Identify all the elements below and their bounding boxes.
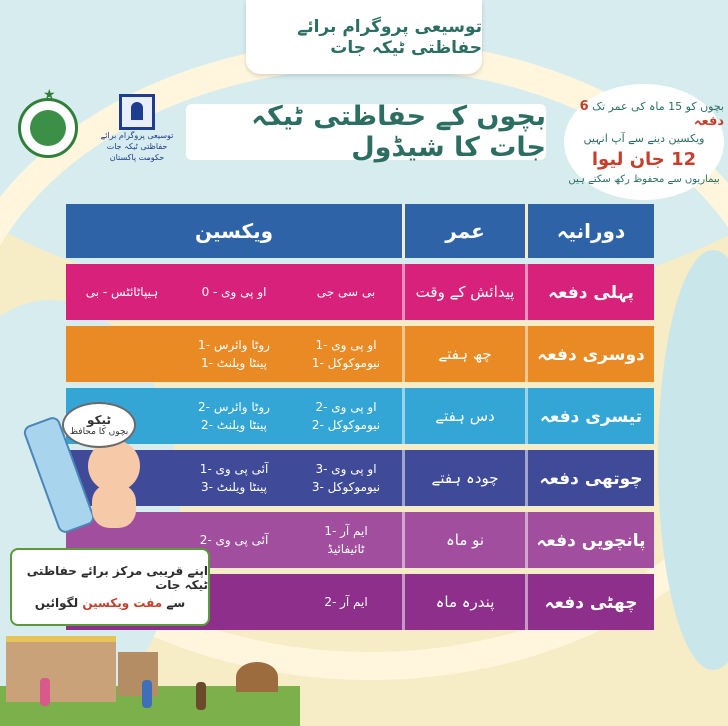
vaccine-group [178,450,290,506]
vaccine-name: نیوموکوکل -1 [311,356,381,370]
period-cell: دوسری دفعہ [537,344,645,365]
vaccine-group [290,388,402,444]
header-period: دورانیہ [556,219,626,243]
call-to-action-card [10,548,210,626]
side-note-line2: ویکسین دینے سے آپ انہیں [583,132,705,145]
program-title: توسیعی پروگرام برائے حفاظتی ٹیکہ جات [297,17,482,58]
age-cell: دس ہفتے [405,388,528,444]
vaccine-name: روٹا وائرس -1 [198,338,270,352]
baby-body-icon [92,484,136,528]
health-center-building-icon [6,636,116,702]
vaccine-name: ہیپاٹائٹس - بی [85,285,159,299]
side-note-line3: 12 جان لیوا [591,149,697,170]
age-cell: چودہ ہفتے [405,450,528,506]
table-row [66,388,654,444]
table-header [66,204,654,258]
bubble-subtitle: بچوں کا محافظ [69,427,129,437]
cta-line2: سے مفت ویکسین لگوائیں [34,596,186,610]
epi-logo [98,94,176,162]
header-age: عمر [405,204,528,258]
vaccine-name: آئی پی وی -1 [199,462,269,476]
vaccine-name: پینٹا ویلنٹ -2 [201,418,267,432]
period-cell: تیسری دفعہ [539,406,643,427]
age-cell: پندرہ ماہ [405,574,528,630]
vaccine-name: او پی وی - 0 [201,285,267,299]
vaccine-group [290,450,402,506]
side-note-line4: بیماریوں سے محفوظ رکھ سکتے ہیں [568,174,720,185]
person-icon [142,680,152,708]
table-row [66,450,654,506]
schedule-title: بچوں کے حفاظتی ٹیکہ جات کا شیڈول [251,101,546,163]
side-note-highlight: 6 دفعہ [579,99,724,129]
hut-icon [236,662,278,692]
vaccine-name: پینٹا ویلنٹ -3 [201,480,267,494]
age-cell: چھ ہفتے [405,326,528,382]
period-cell: چھٹی دفعہ [544,592,638,613]
vaccine-name: او پی وی -2 [315,400,377,414]
vaccine-name: نیوموکوکل -3 [311,480,381,494]
schedule-title-box [186,101,546,163]
table-row [66,326,654,382]
vaccine-name: روٹا وائرس -2 [198,400,270,414]
person-icon [196,682,206,710]
vaccine-name: ایم آر -2 [324,595,368,609]
vaccine-name: پینٹا ویلنٹ -1 [201,356,267,370]
vaccine-name: او پی وی -3 [315,462,377,476]
side-note-line1: بچوں کو 15 ماہ کی عمر تک 6 دفعہ [579,99,724,129]
bubble-title: ٹیکو [87,413,111,427]
mother-child-icon [119,94,155,130]
speech-bubble [62,402,136,448]
age-cell: پیدائش کے وقت [405,264,528,320]
sindh-government-logo [18,87,78,158]
period-cell: پہلی دفعہ [548,282,634,303]
emblem-icon [30,110,66,146]
epi-logo-text: توسیعی پروگرام برائے حفاظتی ٹیکہ جات [100,131,174,151]
vaccine-group [290,326,402,382]
cta-line1: اپنے قریبی مرکز برائے حفاظتی ٹیکہ جات [26,564,208,592]
vaccine-name: آئی پی وی -2 [199,533,269,547]
vaccine-name: بی سی جی [316,285,376,299]
vaccine-name: ایم آر -1 [324,524,368,538]
vaccine-name: او پی وی -1 [315,338,377,352]
star-icon: ★ [43,87,56,103]
period-cell: چوتھی دفعہ [539,468,643,489]
program-banner [246,0,482,74]
period-cell: پانچویں دفعہ [536,530,646,551]
vaccine-name: نیوموکوکل -2 [311,418,381,432]
vaccine-cell [66,326,405,382]
vaccine-group [178,326,290,382]
vaccine-group [178,388,290,444]
person-icon [40,678,50,706]
header-vaccine: ویکسین [66,204,405,258]
vaccine-name: ٹائیفائیڈ [327,542,365,556]
vaccine-group [290,512,402,568]
health-center-illustration [0,626,300,724]
vaccine-cell [66,264,405,320]
cta-highlight: مفت ویکسین [82,596,163,610]
epi-logo-subtext: حکومت پاکستان [109,153,165,162]
building-annex-icon [118,652,158,696]
age-cell: نو ماہ [405,512,528,568]
side-note [564,84,724,200]
table-row [66,264,654,320]
